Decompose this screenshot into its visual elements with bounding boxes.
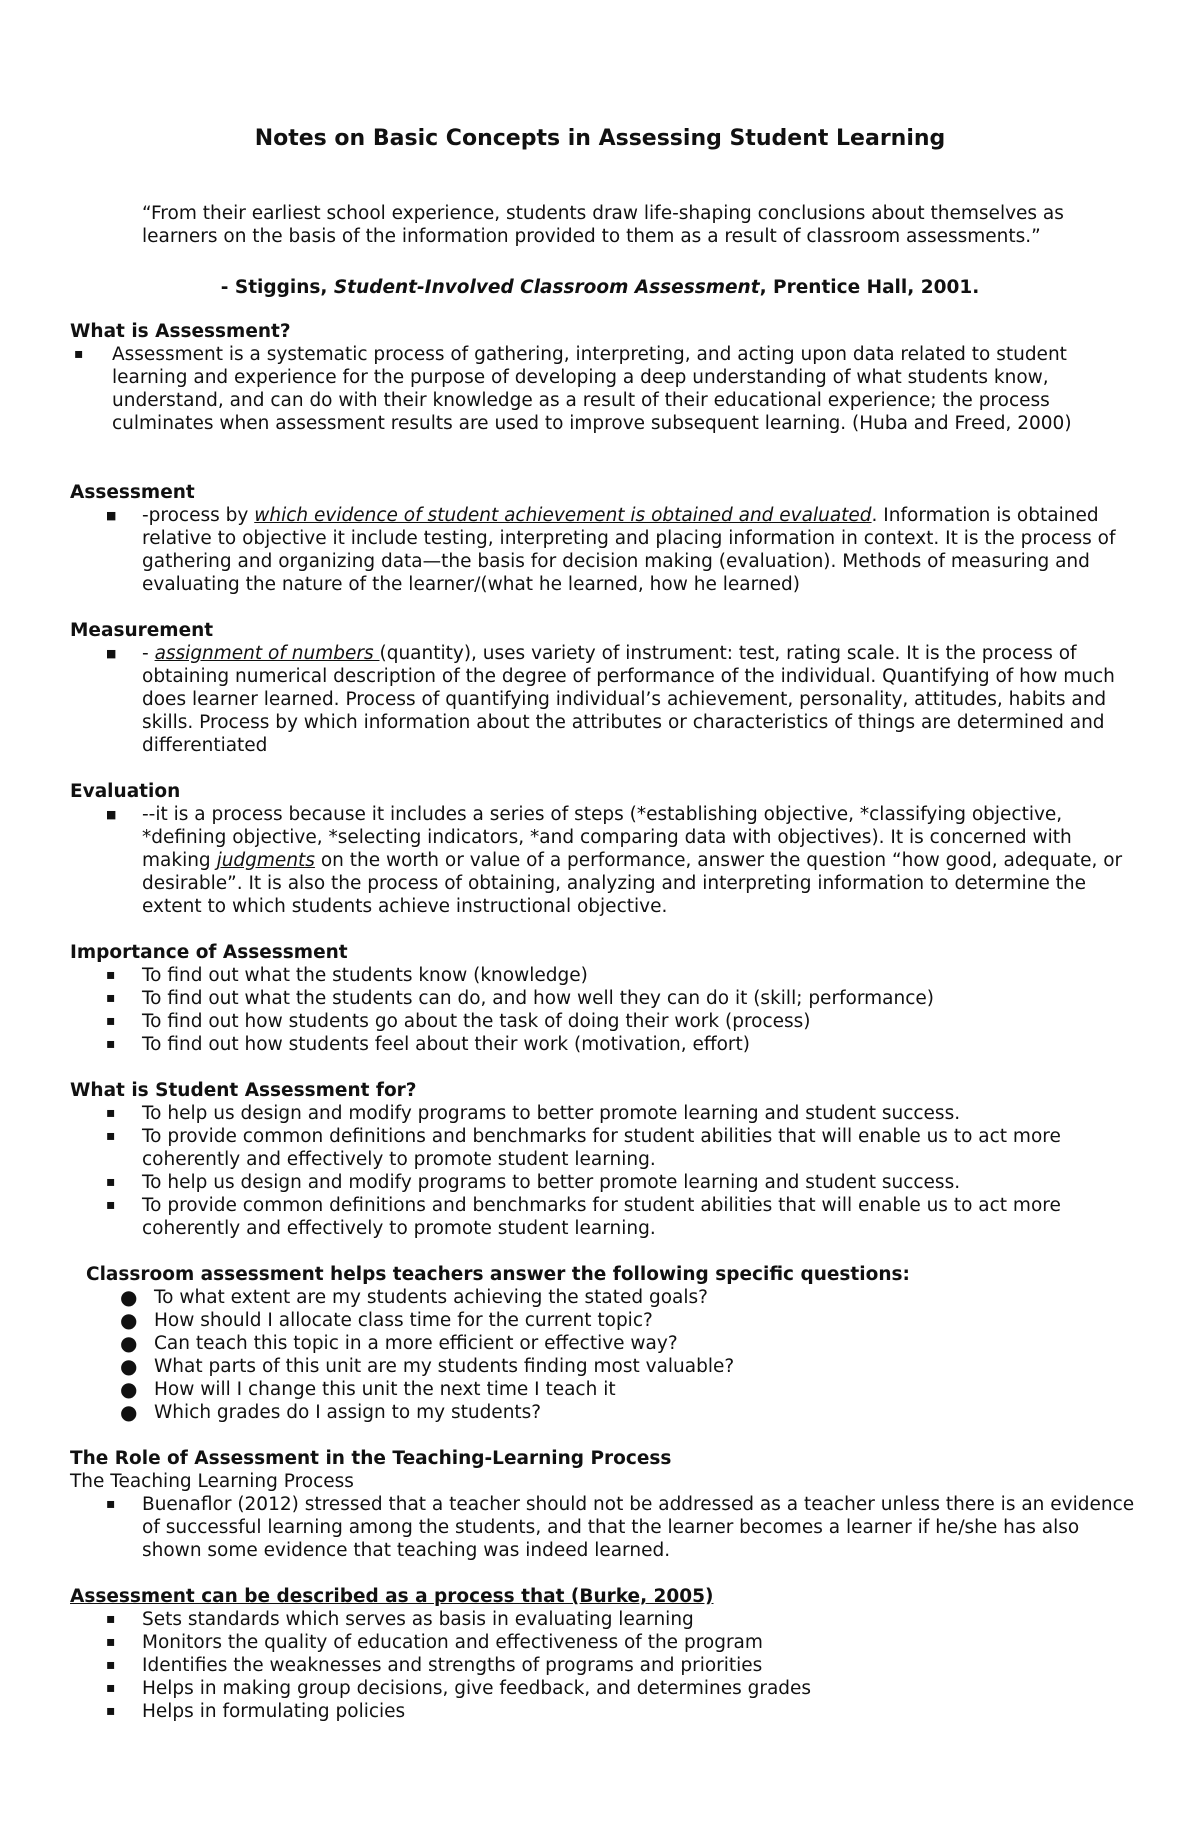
list-item-text: Which grades do I assign to my students?: [154, 1402, 542, 1423]
bullet-icon: ▪: [106, 1680, 116, 1696]
bullet-icon: ▪: [106, 1703, 116, 1719]
section-heading: Measurement: [70, 620, 214, 641]
square-bullet-icon: ■: [106, 509, 117, 522]
list-item: [70, 642, 1140, 757]
bullet-icon: ▪: [106, 1657, 116, 1673]
bullet-icon: ●: [120, 1400, 138, 1424]
list-item: [70, 1125, 1140, 1171]
list-item: [86, 1309, 1146, 1332]
list-item: [70, 1677, 1140, 1700]
list-item: [70, 343, 1140, 435]
list-item-text: To find out what the students know (knowledge): [142, 965, 588, 986]
list-item: [70, 1700, 1140, 1723]
list-item: [86, 1355, 1146, 1378]
section-heading: Evaluation: [70, 781, 181, 802]
bullet-list: [70, 964, 1140, 1056]
list-item-text: Identifies the weaknesses and strengths of programs and priorities: [142, 1655, 763, 1676]
section-heading: What is Student Assessment for?: [70, 1080, 417, 1101]
bullet-icon: ●: [120, 1331, 138, 1355]
quote-attribution: [0, 275, 1200, 301]
list-item: [70, 1654, 1140, 1677]
section-heading: Classroom assessment helps teachers answer the following specific questions:: [86, 1264, 910, 1285]
definition-emphasis: assignment of numbers: [154, 643, 380, 664]
section-heading: Assessment: [70, 482, 195, 503]
list-item-text: To provide common definitions and benchmarks for student abilities that will enable us to act more coherently and effectively to promote student learning.: [142, 1195, 1061, 1239]
list-item: [70, 1608, 1140, 1631]
list-item-text: How will I change this unit the next time I teach it: [154, 1379, 616, 1400]
section-what-is-assessment: [70, 320, 1140, 435]
list-item-text: Buenaflor (2012) stressed that a teacher should not be addressed as a teacher unless there is an evidence of successful learning among the students, and that the learner becomes a learner if he/she has also shown some evidence that teaching was indeed learned.: [142, 1494, 1135, 1561]
definition-body: . Information is obtained relative to objective it include testing, interpreting and placing information in context. It is the process of gathering and organizing data—the basis for decision making (evaluation). Methods of measuring and evaluating the nature of the learner/(what he learned, how he learned): [142, 505, 1116, 595]
definition-emphasis: which evidence of student achievement is obtained and evaluated: [254, 505, 872, 526]
list-item-text: Monitors the quality of education and effectiveness of the program: [142, 1632, 763, 1653]
bullet-icon: ●: [120, 1308, 138, 1332]
bullet-icon: ▪: [106, 967, 116, 983]
bullet-icon: ▪: [106, 1611, 116, 1627]
definition-body: (quantity), uses variety of instrument: test, rating scale. It is the process of obtaining numerical description of the degree of performance of the individual. Quantifying of how much does learner learned. Process of quantifying individual’s achievement, personality, attitudes, habits and skills. Process by which information about the attributes or characteristics of things are determined and differentiated: [142, 643, 1115, 756]
bullet-icon: ▪: [106, 1496, 116, 1512]
list-item-text: To find out how students go about the task of doing their work (process): [142, 1011, 811, 1032]
definition-prefix: -process by: [142, 505, 255, 526]
section-student-assessment-for: [70, 1079, 1140, 1240]
list-item-text: What parts of this unit are my students finding most valuable?: [154, 1356, 735, 1377]
square-bullet-icon: ■: [106, 808, 117, 821]
list-item-text: Can teach this topic in a more efficient or effective way?: [154, 1333, 678, 1354]
section-measurement: [70, 619, 1140, 757]
list-item: [70, 987, 1140, 1010]
bullet-icon: ▪: [74, 346, 84, 362]
list-item-text: To find out how students feel about their work (motivation, effort): [142, 1034, 750, 1055]
list-item: [70, 964, 1140, 987]
bullet-list: [70, 1493, 1140, 1562]
section-evaluation: [70, 780, 1140, 918]
list-item: [70, 1171, 1140, 1194]
attribution-publisher: , Prentice Hall, 2001.: [759, 277, 980, 298]
bullet-list: [70, 1102, 1140, 1240]
list-item-text: Assessment is a systematic process of gathering, interpreting, and acting upon data related to student learning and experience for the purpose of developing a deep understanding of what students know, understand, and can do with their knowledge as a result of their educational experience; the process culminates when assessment results are used to improve subsequent learning. (Huba and Freed, 2000): [112, 344, 1072, 434]
bullet-icon: ●: [120, 1285, 138, 1309]
bullet-list: [70, 803, 1140, 918]
list-item: [70, 1631, 1140, 1654]
bullet-list: [70, 1608, 1140, 1723]
bullet-icon: ▪: [106, 1197, 116, 1213]
attribution-author: - Stiggins,: [220, 277, 334, 298]
bullet-icon: ▪: [106, 1036, 116, 1052]
list-item-text: To find out what the students can do, and how well they can do it (skill; performance): [142, 988, 935, 1009]
page-title: Notes on Basic Concepts in Assessing Student Learning: [254, 126, 946, 151]
bullet-icon: ●: [120, 1354, 138, 1378]
list-item: [70, 1033, 1140, 1056]
section-heading: Assessment can be described as a process that (Burke, 2005): [70, 1586, 714, 1607]
list-item: [70, 1194, 1140, 1240]
square-bullet-icon: ■: [106, 647, 117, 660]
bullet-list: [70, 343, 1140, 435]
opening-quote: “From their earliest school experience, students draw life-shaping conclusions about themselves as learners on the basis of the information provided to them as a result of classroom assessments.”: [142, 203, 1064, 247]
list-item: [70, 1493, 1140, 1562]
section-heading: The Role of Assessment in the Teaching-Learning Process: [70, 1448, 672, 1469]
definition-prefix: --it is a process because it includes a series of steps (*establishing objective, *classifying objective, *defining objective, *selecting indicators, *and comparing data with objectives). It is concerned with making: [142, 804, 1072, 871]
bullet-list: [70, 504, 1140, 596]
section-role-of-assessment: [70, 1447, 1140, 1562]
list-item-text: How should I allocate class time for the current topic?: [154, 1310, 653, 1331]
list-item-text: Helps in making group decisions, give feedback, and determines grades: [142, 1678, 812, 1699]
list-item-text: Helps in formulating policies: [142, 1701, 406, 1722]
list-item: [86, 1286, 1146, 1309]
definition-prefix: -: [142, 643, 155, 664]
section-burke-process: [70, 1585, 1140, 1723]
list-item: [86, 1378, 1146, 1401]
bullet-list: [86, 1286, 1146, 1424]
attribution-book-title: Student-Involved Classroom Assessment: [333, 277, 760, 298]
list-item: [86, 1332, 1146, 1355]
section-subheading: The Teaching Learning Process: [70, 1471, 354, 1492]
bullet-list: [70, 642, 1140, 757]
bullet-icon: ▪: [106, 990, 116, 1006]
bullet-icon: ▪: [106, 1013, 116, 1029]
list-item: [70, 1102, 1140, 1125]
bullet-icon: ▪: [106, 1634, 116, 1650]
list-item-text: To provide common definitions and benchmarks for student abilities that will enable us to act more coherently and effectively to promote student learning.: [142, 1126, 1061, 1170]
bullet-icon: ▪: [106, 1105, 116, 1121]
list-item-text: To what extent are my students achieving the stated goals?: [154, 1287, 708, 1308]
definition-emphasis: judgments: [216, 850, 315, 871]
bullet-icon: ▪: [106, 1128, 116, 1144]
list-item-text: Sets standards which serves as basis in evaluating learning: [142, 1609, 694, 1630]
section-importance: [70, 941, 1140, 1056]
definition-body: on the worth or value of a performance, answer the question “how good, adequate, or desirable”. It is also the process of obtaining, analyzing and interpreting information to determine the extent to which students achieve instructional objective.: [142, 850, 1123, 917]
bullet-icon: ▪: [106, 1174, 116, 1190]
section-assessment: [70, 481, 1140, 596]
list-item: [86, 1401, 1146, 1424]
section-heading: Importance of Assessment: [70, 942, 348, 963]
section-heading: What is Assessment?: [70, 321, 291, 342]
section-classroom-questions: [86, 1263, 1146, 1424]
list-item: [70, 803, 1140, 918]
list-item: [70, 1010, 1140, 1033]
bullet-icon: ●: [120, 1377, 138, 1401]
list-item-text: To help us design and modify programs to better promote learning and student success.: [142, 1172, 961, 1193]
list-item: [70, 504, 1140, 596]
list-item-text: To help us design and modify programs to better promote learning and student success.: [142, 1103, 961, 1124]
